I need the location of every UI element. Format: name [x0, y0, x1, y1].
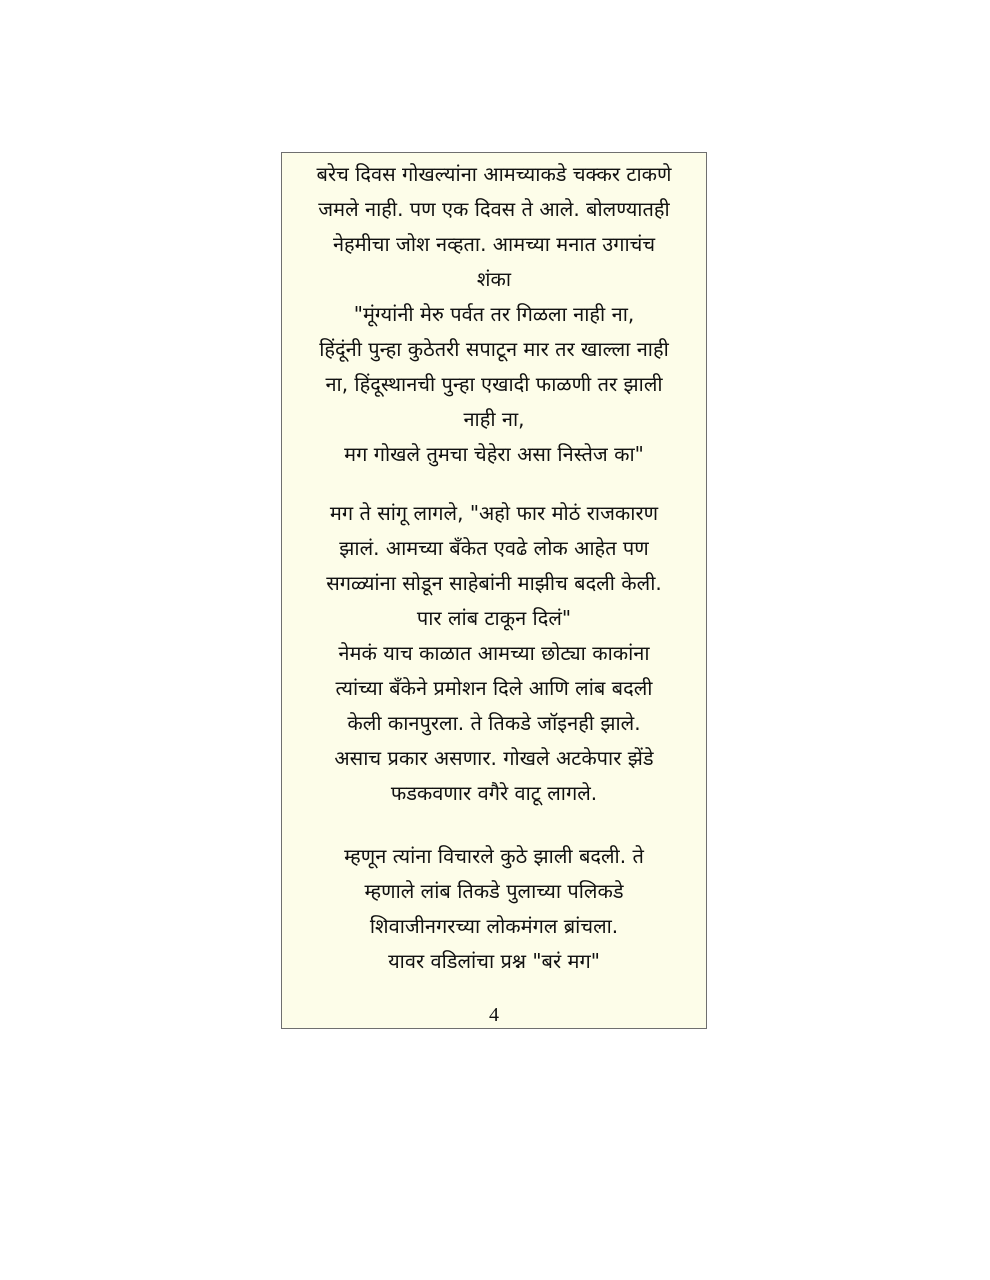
- paragraph-3: [282, 839, 706, 979]
- text-line: मग ते सांगू लागले, "अहो फार मोठं राजकारण: [329, 501, 659, 525]
- page-number: 4: [489, 1004, 499, 1026]
- text-line: यावर वडिलांचा प्रश्न "बरं मग": [388, 949, 600, 973]
- text-line: शंका: [476, 267, 512, 291]
- paragraph-1: [282, 157, 706, 472]
- text-line: ना, हिंदूस्थानची पुन्हा एखादी फाळणी तर झाली: [325, 372, 663, 396]
- text-line: झालं. आमच्या बँकेत एवढे लोक आहेत पण: [339, 536, 649, 560]
- text-line: त्यांच्या बँकेने प्रमोशन दिले आणि लांब बदली: [335, 676, 653, 700]
- text-line: असाच प्रकार असणार. गोखले अटकेपार झेंडे: [334, 746, 654, 770]
- text-line: "मूंग्यांनी मेरु पर्वत तर गिळला नाही ना,: [353, 302, 635, 326]
- text-line: केली कानपुरला. ते तिकडे जॉइनही झाले.: [347, 711, 641, 735]
- text-line: नाही ना,: [463, 407, 525, 431]
- text-line: जमले नाही. पण एक दिवस ते आले. बोलण्यातही: [318, 197, 670, 221]
- text-line: पार लांब टाकून दिलं": [416, 606, 572, 630]
- text-line: बरेच दिवस गोखल्यांना आमच्याकडे चक्कर टाकणे: [316, 162, 672, 186]
- text-line: शिवाजीनगरच्या लोकमंगल ब्रांचला.: [369, 914, 619, 938]
- text-line: मग गोखले तुमचा चेहेरा असा निस्तेज का": [344, 442, 644, 466]
- text-line: नेमकं याच काळात आमच्या छोट्या काकांना: [338, 641, 650, 665]
- paragraph-2: [282, 496, 706, 811]
- page-frame: [281, 152, 707, 1029]
- text-line: हिंदूंनी पुन्हा कुठेतरी सपाटून मार तर खाल्ला नाही: [319, 337, 669, 361]
- text-line: फडकवणार वगैरे वाटू लागले.: [390, 781, 598, 805]
- text-line: म्हणून त्यांना विचारले कुठे झाली बदली. ते: [344, 844, 644, 868]
- text-line: नेहमीचा जोश नव्हता. आमच्या मनात उगाचंच: [332, 232, 656, 256]
- text-line: म्हणाले लांब तिकडे पुलाच्या पलिकडे: [364, 879, 624, 903]
- text-line: सगळ्यांना सोडून साहेबांनी माझीच बदली केली.: [326, 571, 662, 595]
